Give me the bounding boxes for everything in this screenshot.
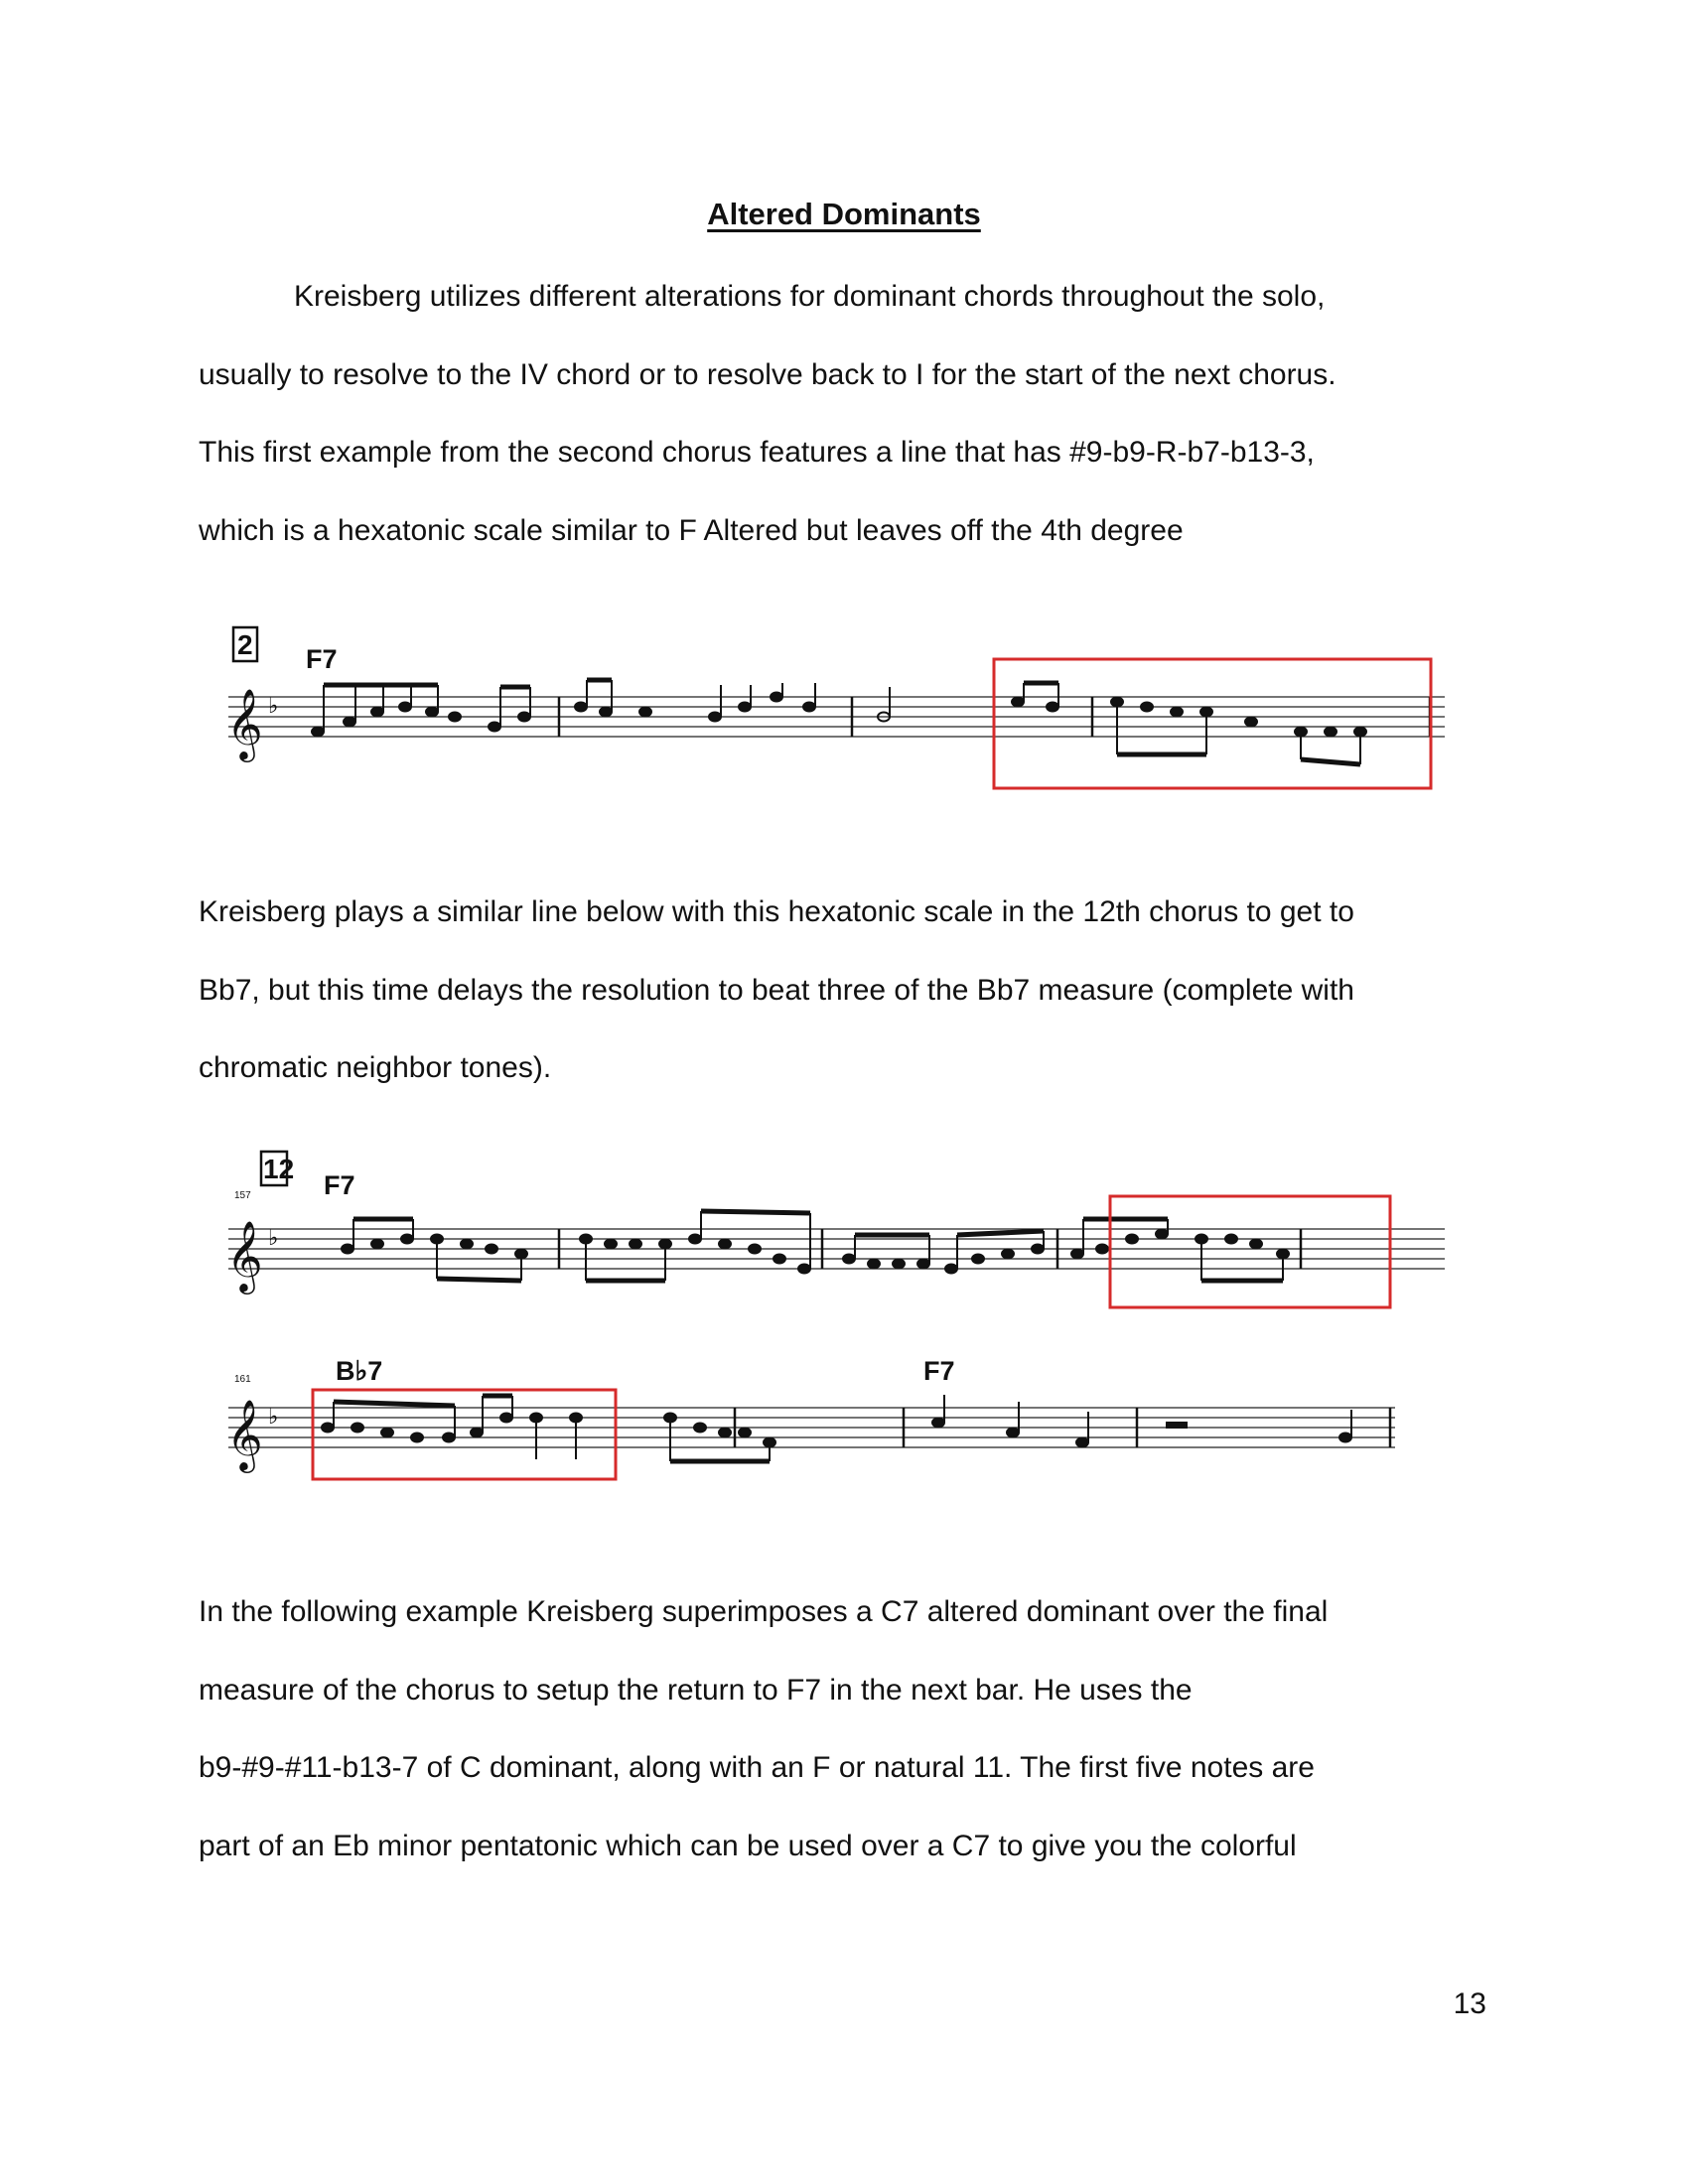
key-signature-flat: ♭: [268, 1405, 279, 1430]
treble-clef-icon: 𝄞: [226, 1219, 263, 1292]
paragraph-second: [199, 874, 1509, 1108]
rehearsal-number: 2: [237, 629, 253, 660]
paragraph-line: which is a hexatonic scale similar to F Altered but leaves off the 4th degree: [199, 513, 1184, 547]
paragraph-line: chromatic neighbor tones).: [199, 1051, 552, 1084]
chord-symbol: F7: [306, 644, 338, 674]
paragraph-line: measure of the chorus to setup the return to F7 in the next bar. He uses the: [199, 1673, 1193, 1706]
paragraph-intro: [199, 258, 1509, 570]
measure-number: 161: [234, 1374, 251, 1385]
treble-clef-icon: 𝄞: [226, 687, 263, 759]
highlight-box: [1110, 1196, 1390, 1307]
rehearsal-number: 12: [263, 1154, 295, 1184]
section-heading: Altered Dominants: [707, 197, 981, 231]
page-number: 13: [1453, 1987, 1486, 2020]
chord-symbol: B♭7: [336, 1356, 383, 1386]
notes: [312, 680, 1366, 764]
key-signature-flat: ♭: [268, 694, 279, 719]
paragraph-line: part of an Eb minor pentatonic which can be used over a C7 to give you the colorful: [199, 1829, 1297, 1862]
music-example-chorus-2: [228, 615, 1450, 804]
paragraph-third: [199, 1573, 1509, 1885]
paragraph-line: Bb7, but this time delays the resolution to beat three of the Bb7 measure (complete with: [199, 973, 1354, 1007]
chord-symbol: F7: [923, 1356, 955, 1386]
treble-clef-icon: 𝄞: [226, 1398, 263, 1470]
paragraph-line: b9-#9-#11-b13-7 of C dominant, along with an F or natural 11. The first five notes are: [199, 1751, 1315, 1784]
paragraph-line: In the following example Kreisberg superimposes a C7 altered dominant over the final: [199, 1595, 1329, 1628]
music-example-chorus-12-system-1: [228, 1142, 1450, 1310]
paragraph-line: usually to resolve to the IV chord or to resolve back to I for the start of the next chorus.: [199, 357, 1336, 391]
paragraph-line: Kreisberg plays a similar line below with this hexatonic scale in the 12th chorus to get to: [199, 895, 1354, 928]
highlight-box: [994, 659, 1431, 788]
key-signature-flat: ♭: [268, 1226, 279, 1251]
chord-symbol: F7: [324, 1170, 355, 1200]
staff-lines: [228, 1408, 1395, 1447]
notes: [342, 1211, 1289, 1281]
measure-number: 157: [234, 1190, 251, 1201]
paragraph-line: Kreisberg utilizes different alterations for dominant chords throughout the solo,: [294, 280, 1326, 313]
paragraph-line: This first example from the second chorus features a line that has #9-b9-R-b7-b13-3,: [199, 436, 1315, 469]
music-example-chorus-12-system-2: [228, 1340, 1450, 1509]
